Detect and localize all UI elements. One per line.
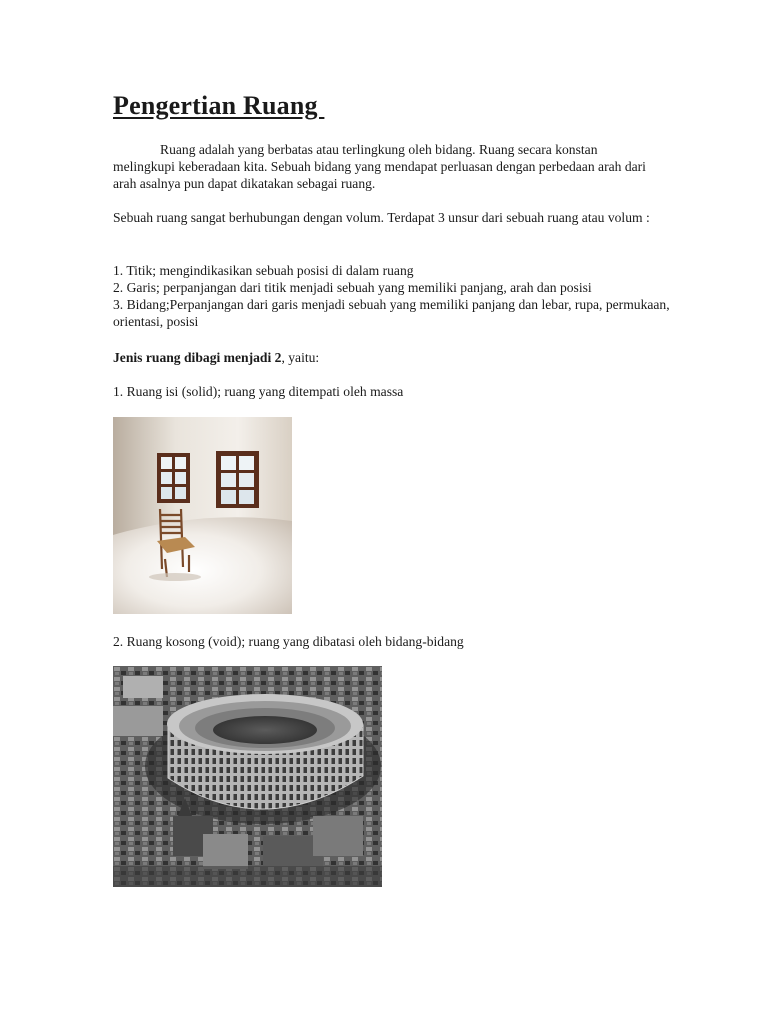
types-heading-rest: , yaitu:: [281, 350, 320, 365]
list-item: 3. Bidang;Perpanjangan dari garis menjadi sebuah yang memiliki panjang dan lebar, rupa, permukaan, orientasi, posisi: [113, 297, 670, 329]
list-item: 2. Garis; perpanjangan dari titik menjadi sebuah yang memiliki panjang, arah dan posisi: [113, 280, 592, 295]
solid-space-photo: [113, 417, 292, 614]
elements-list: [113, 262, 673, 330]
paragraph-definition: Ruang adalah yang berbatas atau terlingkung oleh bidang. Ruang secara konstan melingkupi keberadaan kita. Sebuah bidang yang mendapat perluasan dengan perbedaan arah dari arah asalnya pun dapat dikatakan sebagai ruang.: [113, 142, 646, 191]
page-title: Pengertian Ruang: [113, 91, 325, 120]
list-item: 1. Titik; mengindikasikan sebuah posisi di dalam ruang: [113, 263, 414, 278]
item-void-space: 2. Ruang kosong (void); ruang yang dibatasi oleh bidang-bidang: [113, 634, 464, 649]
void-space-photo: [113, 666, 382, 887]
types-heading-bold: Jenis ruang dibagi menjadi 2: [113, 350, 282, 365]
paragraph-types: [113, 349, 658, 366]
paragraph-volume: Sebuah ruang sangat berhubungan dengan volum. Terdapat 3 unsur dari sebuah ruang atau volum :: [113, 210, 650, 225]
item-solid-space: 1. Ruang isi (solid); ruang yang ditempati oleh massa: [113, 384, 404, 399]
